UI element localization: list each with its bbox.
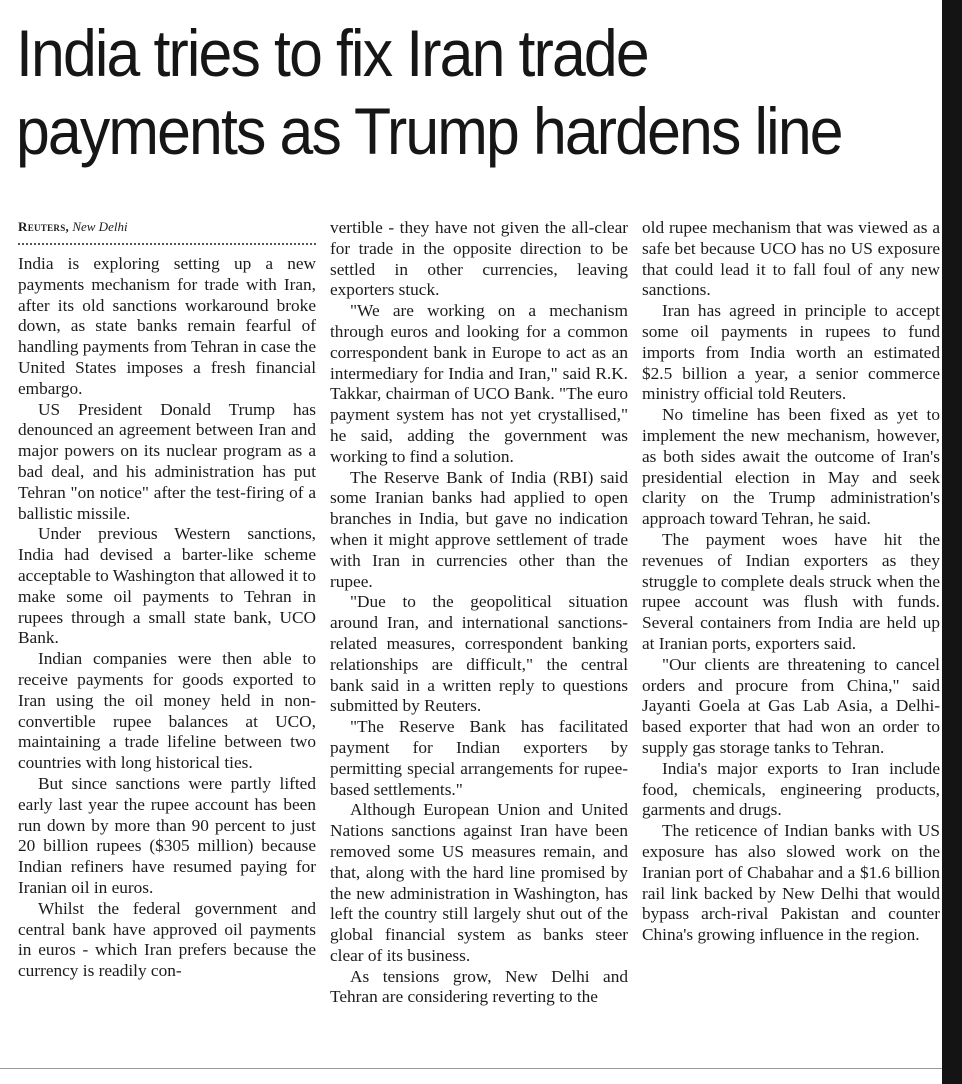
- bottom-divider: [0, 1068, 942, 1069]
- paragraph: The Reserve Bank of India (RBI) said some Iranian banks had applied to open branches in India, but gave no indication when it might approve settlement of trade with Iran in currencies other than the rupee.: [330, 467, 628, 591]
- paragraph-continued: old rupee mechanism that was viewed as a safe bet because UCO has no US exposure that could lead it to fall foul of any new sanctions.: [642, 218, 940, 300]
- byline-location: New Delhi: [72, 219, 128, 234]
- paragraph: No timeline has been fixed as yet to implement the new mechanism, however, as both sides await the outcome of Iran's presidential election in May and seek clarity on the Trump administration's approach toward Tehran, he said.: [642, 405, 940, 529]
- paragraph: "Our clients are threatening to cancel orders and procure from China," said Jayanti Goela at Gas Lab Asia, a Delhi-based exporter that had won an order to supply gas storage tanks to Tehran.: [642, 654, 940, 757]
- headline-line-1: India tries to fix Iran trade: [16, 16, 648, 90]
- byline-divider: [18, 243, 316, 245]
- paragraph: US President Donald Trump has denounced an agreement between Iran and major powers on its nuclear program as a bad deal, and his administration has put Tehran "on notice" after the test-firing of a ballistic missile.: [18, 399, 316, 523]
- paragraph: The payment woes have hit the revenues of Indian exporters as they struggle to complete deals struck when the rupee account was flush with funds. Several containers from India are held up at Iranian ports, exporters said.: [642, 529, 940, 653]
- paragraph: "The Reserve Bank has facilitated payment for Indian exporters by permitting special arrangements for rupee-based settlements.": [330, 717, 628, 799]
- paragraph-continued: vertible - they have not given the all-clear for trade in the opposite direction to be settled in other currencies, leaving exporters stuck.: [330, 218, 628, 300]
- paragraph: "We are working on a mechanism through euros and looking for a common correspondent bank in Europe to act as an intermediary for India and Iran," said R.K. Takkar, chairman of UCO Bank. "The euro payment system has not yet crystallised," he said, adding the government was working to find a solution.: [330, 301, 628, 466]
- paragraph: India's major exports to Iran include food, chemicals, engineering products, garments and drugs.: [642, 758, 940, 820]
- article-column-2: [330, 218, 628, 1008]
- paragraph: As tensions grow, New Delhi and Tehran are considering reverting to the: [330, 966, 628, 1007]
- byline-agency: Reuters,: [18, 219, 70, 234]
- paragraph: "Due to the geopolitical situation around Iran, and international sanctions-related measures, correspondent banking relationships are difficult," the central bank said in a written reply to questions submitted by Reuters.: [330, 592, 628, 716]
- article-column-3: [642, 218, 940, 946]
- headline: [16, 14, 872, 170]
- byline: [18, 218, 316, 238]
- paragraph: Indian companies were then able to receive payments for goods exported to Iran using the oil money held in non-convertible rupee balances at UCO, maintaining a trade lifeline between two countries with long historical ties.: [18, 649, 316, 773]
- article-column-1: [18, 218, 316, 982]
- paragraph: Although European Union and United Nations sanctions against Iran have been removed some US measures remain, and that, along with the hard line promised by the new administration in Washington, has left the country still largely shut out of the global financial system as banks steer clear of its business.: [330, 800, 628, 965]
- headline-line-2: payments as Trump hardens line: [16, 94, 842, 168]
- paragraph: Whilst the federal government and central bank have approved oil payments in euros - which Iran prefers because the currency is readily con-: [18, 898, 316, 981]
- paragraph: Under previous Western sanctions, India had devised a barter-like scheme acceptable to Washington that allowed it to make some oil payments to Tehran in rupees through a small state bank, UCO Bank.: [18, 524, 316, 648]
- page-edge-bar: [942, 0, 962, 1084]
- paragraph: India is exploring setting up a new payments mechanism for trade with Iran, after its old sanctions workaround broke down, as state banks remain fearful of handling payments from Tehran in case the United States imposes a fresh financial embargo.: [18, 254, 316, 398]
- paragraph: But since sanctions were partly lifted early last year the rupee account has been run down by more than 90 percent to just 20 billion rupees ($305 million) because Indian refiners have resumed paying for Iranian oil in euros.: [18, 773, 316, 897]
- paragraph: Iran has agreed in principle to accept some oil payments in rupees to fund imports from India worth an estimated $2.5 billion a year, a senior commerce ministry official told Reuters.: [642, 301, 940, 404]
- paragraph: The reticence of Indian banks with US exposure has also slowed work on the Iranian port of Chabahar and a $1.6 billion rail link backed by New Delhi that would bypass arch-rival Pakistan and counter China's growing influence in the region.: [642, 821, 940, 945]
